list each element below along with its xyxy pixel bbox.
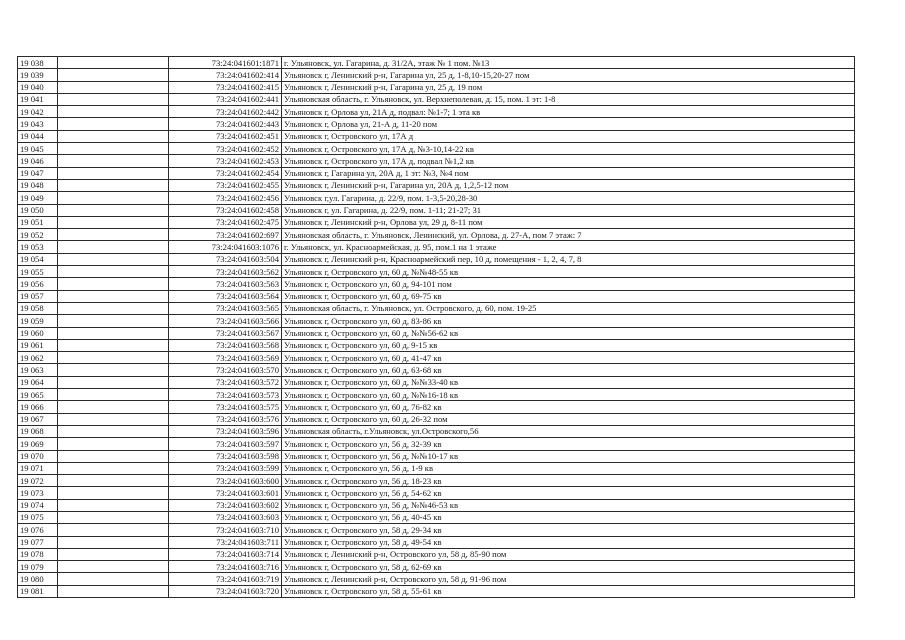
table-row	[18, 352, 855, 364]
empty-cell	[58, 561, 169, 573]
address-cell: Ульяновск г, Орлова ул, 21А д, подвал: №1-7; 1 эта кв	[282, 106, 855, 118]
row-number-cell: 19 062	[18, 352, 58, 364]
empty-cell	[58, 118, 169, 130]
table-row	[18, 376, 855, 388]
empty-cell	[58, 241, 169, 253]
empty-cell	[58, 266, 169, 278]
table-row	[18, 241, 855, 253]
address-cell: Ульяновск г, Островского ул, 56 д, 40-45 кв	[282, 511, 855, 523]
row-number-cell: 19 077	[18, 536, 58, 548]
address-cell: Ульяновск г, Островского ул, 58 д, 55-61 кв	[282, 585, 855, 597]
row-number-cell: 19 061	[18, 339, 58, 351]
row-number-cell: 19 053	[18, 241, 58, 253]
row-number-cell: 19 059	[18, 315, 58, 327]
cadastral-number-cell: 73:24:041603:710	[169, 524, 282, 536]
table-row	[18, 413, 855, 425]
cadastral-number-cell: 73:24:041603:601	[169, 487, 282, 499]
address-cell: Ульяновск г, Островского ул, 60 д, 69-75 кв	[282, 290, 855, 302]
cadastral-number-cell: 73:24:041603:565	[169, 302, 282, 314]
empty-cell	[58, 548, 169, 560]
cadastral-number-cell: 73:24:041602:454	[169, 167, 282, 179]
row-number-cell: 19 058	[18, 302, 58, 314]
cadastral-number-cell: 73:24:041601:1871	[169, 57, 282, 69]
row-number-cell: 19 047	[18, 167, 58, 179]
cadastral-number-cell: 73:24:041603:603	[169, 511, 282, 523]
address-cell: Ульяновск г, Островского ул, 60 д, 76-82 кв	[282, 401, 855, 413]
empty-cell	[58, 376, 169, 388]
address-cell: г. Ульяновск, ул. Красноармейская, д. 95, пом.1 на 1 этаже	[282, 241, 855, 253]
row-number-cell: 19 067	[18, 413, 58, 425]
cadastral-number-cell: 73:24:041602:475	[169, 216, 282, 228]
cadastral-number-cell: 73:24:041602:415	[169, 81, 282, 93]
empty-cell	[58, 536, 169, 548]
empty-cell	[58, 339, 169, 351]
empty-cell	[58, 585, 169, 597]
empty-cell	[58, 179, 169, 191]
cadastral-number-cell: 73:24:041602:453	[169, 155, 282, 167]
empty-cell	[58, 130, 169, 142]
row-number-cell: 19 043	[18, 118, 58, 130]
row-number-cell: 19 072	[18, 475, 58, 487]
address-cell: г. Ульяновск, ул. Гагарина, д. 31/2А, этаж № 1 пом. №13	[282, 57, 855, 69]
cadastral-number-cell: 73:24:041603:575	[169, 401, 282, 413]
empty-cell	[58, 93, 169, 105]
table-row	[18, 450, 855, 462]
address-cell: Ульяновск г, Гагарина ул, 20А д, 1 эт: №3, №4 пом	[282, 167, 855, 179]
address-cell: Ульяновск г, Островского ул, 56 д, 18-23 кв	[282, 475, 855, 487]
table-row	[18, 93, 855, 105]
cadastral-number-cell: 73:24:041603:576	[169, 413, 282, 425]
empty-cell	[58, 438, 169, 450]
empty-cell	[58, 524, 169, 536]
cadastral-number-cell: 73:24:041603:600	[169, 475, 282, 487]
cadastral-number-cell: 73:24:041602:443	[169, 118, 282, 130]
cadastral-number-cell: 73:24:041603:564	[169, 290, 282, 302]
table-row	[18, 339, 855, 351]
empty-cell	[58, 352, 169, 364]
address-cell: Ульяновск г, Островского ул, 60 д, №№33-40 кв	[282, 376, 855, 388]
table-row	[18, 315, 855, 327]
table-row	[18, 106, 855, 118]
row-number-cell: 19 042	[18, 106, 58, 118]
row-number-cell: 19 051	[18, 216, 58, 228]
row-number-cell: 19 046	[18, 155, 58, 167]
row-number-cell: 19 078	[18, 548, 58, 560]
address-cell: Ульяновск г, Ленинский р-н, Гагарина ул, 25 д, 1-8,10-15,20-27 пом	[282, 69, 855, 81]
table-row	[18, 229, 855, 241]
row-number-cell: 19 076	[18, 524, 58, 536]
address-cell: Ульяновск г, Ленинский р-н, Орлова ул, 29 д, 8-11 пом	[282, 216, 855, 228]
empty-cell	[58, 204, 169, 216]
table-row	[18, 204, 855, 216]
cadastral-number-cell: 73:24:041603:596	[169, 425, 282, 437]
table-row	[18, 499, 855, 511]
address-cell: Ульяновская область, г. Ульяновск, Ленинский, ул. Орлова, д. 27-А, пом 7 этаж: 7	[282, 229, 855, 241]
table-row	[18, 266, 855, 278]
empty-cell	[58, 364, 169, 376]
empty-cell	[58, 389, 169, 401]
table-row	[18, 302, 855, 314]
empty-cell	[58, 327, 169, 339]
empty-cell	[58, 487, 169, 499]
row-number-cell: 19 054	[18, 253, 58, 265]
table-row	[18, 401, 855, 413]
table-row	[18, 278, 855, 290]
registry-body	[18, 57, 855, 598]
cadastral-number-cell: 73:24:041603:566	[169, 315, 282, 327]
cadastral-number-cell: 73:24:041603:570	[169, 364, 282, 376]
address-cell: Ульяновская область, г.Ульяновск, ул.Островского,56	[282, 425, 855, 437]
address-cell: Ульяновск г, Островского ул, 60 д, 9-15 кв	[282, 339, 855, 351]
cadastral-number-cell: 73:24:041603:1076	[169, 241, 282, 253]
cadastral-number-cell: 73:24:041603:568	[169, 339, 282, 351]
row-number-cell: 19 074	[18, 499, 58, 511]
table-row	[18, 561, 855, 573]
row-number-cell: 19 039	[18, 69, 58, 81]
cadastral-number-cell: 73:24:041603:599	[169, 462, 282, 474]
table-row	[18, 524, 855, 536]
cadastral-number-cell: 73:24:041603:602	[169, 499, 282, 511]
row-number-cell: 19 045	[18, 143, 58, 155]
table-row	[18, 290, 855, 302]
address-cell: Ульяновск г, Ленинский р-н, Гагарина ул, 25 д, 19 пом	[282, 81, 855, 93]
table-row	[18, 511, 855, 523]
row-number-cell: 19 044	[18, 130, 58, 142]
address-cell: Ульяновск г, Ленинский р-н, Гагарина ул, 20А д, 1,2,5-12 пом	[282, 179, 855, 191]
empty-cell	[58, 69, 169, 81]
row-number-cell: 19 064	[18, 376, 58, 388]
address-cell: Ульяновск г, Островского ул, 58 д, 29-34 кв	[282, 524, 855, 536]
table-row	[18, 192, 855, 204]
table-row	[18, 548, 855, 560]
address-cell: Ульяновск г, Ленинский р-н, Красноармейский пер, 10 д, помещения - 1, 2, 4, 7, 8	[282, 253, 855, 265]
cadastral-number-cell: 73:24:041603:711	[169, 536, 282, 548]
table-row	[18, 389, 855, 401]
table-row	[18, 216, 855, 228]
row-number-cell: 19 068	[18, 425, 58, 437]
empty-cell	[58, 253, 169, 265]
table-row	[18, 536, 855, 548]
row-number-cell: 19 041	[18, 93, 58, 105]
empty-cell	[58, 475, 169, 487]
cadastral-number-cell: 73:24:041603:573	[169, 389, 282, 401]
cadastral-number-cell: 73:24:041602:442	[169, 106, 282, 118]
table-row	[18, 57, 855, 69]
row-number-cell: 19 057	[18, 290, 58, 302]
table-row	[18, 118, 855, 130]
address-cell: Ульяновская область, г. Ульяновск, ул. Верхнеполевая, д. 15, пом. 1 эт: 1-8	[282, 93, 855, 105]
table-row	[18, 143, 855, 155]
row-number-cell: 19 060	[18, 327, 58, 339]
cadastral-number-cell: 73:24:041603:597	[169, 438, 282, 450]
address-cell: Ульяновск г, Островского ул, 56 д, №№46-53 кв	[282, 499, 855, 511]
empty-cell	[58, 106, 169, 118]
row-number-cell: 19 080	[18, 573, 58, 585]
empty-cell	[58, 278, 169, 290]
cadastral-number-cell: 73:24:041603:563	[169, 278, 282, 290]
table-row	[18, 462, 855, 474]
address-cell: Ульяновск г, Островского ул, 60 д, 41-47 кв	[282, 352, 855, 364]
table-row	[18, 425, 855, 437]
address-cell: Ульяновск г, Островского ул, 60 д, №№56-62 кв	[282, 327, 855, 339]
empty-cell	[58, 573, 169, 585]
empty-cell	[58, 499, 169, 511]
cadastral-number-cell: 73:24:041602:452	[169, 143, 282, 155]
address-cell: Ульяновск г, ул. Гагарина, д. 22/9, пом. 1-11; 21-27; 31	[282, 204, 855, 216]
cadastral-number-cell: 73:24:041603:598	[169, 450, 282, 462]
table-row	[18, 585, 855, 597]
cadastral-number-cell: 73:24:041602:451	[169, 130, 282, 142]
row-number-cell: 19 073	[18, 487, 58, 499]
empty-cell	[58, 57, 169, 69]
table-row	[18, 253, 855, 265]
empty-cell	[58, 290, 169, 302]
empty-cell	[58, 413, 169, 425]
table-row	[18, 167, 855, 179]
row-number-cell: 19 065	[18, 389, 58, 401]
table-row	[18, 69, 855, 81]
row-number-cell: 19 075	[18, 511, 58, 523]
row-number-cell: 19 048	[18, 179, 58, 191]
row-number-cell: 19 049	[18, 192, 58, 204]
cadastral-number-cell: 73:24:041602:441	[169, 93, 282, 105]
row-number-cell: 19 038	[18, 57, 58, 69]
row-number-cell: 19 055	[18, 266, 58, 278]
empty-cell	[58, 229, 169, 241]
row-number-cell: 19 066	[18, 401, 58, 413]
table-row	[18, 487, 855, 499]
cadastral-number-cell: 73:24:041603:714	[169, 548, 282, 560]
table-row	[18, 475, 855, 487]
cadastral-number-cell: 73:24:041603:569	[169, 352, 282, 364]
empty-cell	[58, 155, 169, 167]
empty-cell	[58, 216, 169, 228]
row-number-cell: 19 081	[18, 585, 58, 597]
cadastral-number-cell: 73:24:041602:458	[169, 204, 282, 216]
address-cell: Ульяновск г,ул. Гагарина, д. 22/9, пом. 1-3,5-20,28-30	[282, 192, 855, 204]
empty-cell	[58, 192, 169, 204]
address-cell: Ульяновск г, Островского ул, 58 д, 49-54 кв	[282, 536, 855, 548]
address-cell: Ульяновск г, Островского ул, 17А д, №3-10,14-22 кв	[282, 143, 855, 155]
cadastral-number-cell: 73:24:041603:719	[169, 573, 282, 585]
row-number-cell: 19 056	[18, 278, 58, 290]
address-cell: Ульяновск г, Островского ул, 60 д, 26-32 пом	[282, 413, 855, 425]
empty-cell	[58, 302, 169, 314]
cadastral-number-cell: 73:24:041602:414	[169, 69, 282, 81]
address-cell: Ульяновск г, Островского ул, 17А д, подвал №1,2 кв	[282, 155, 855, 167]
address-cell: Ульяновск г, Островского ул, 60 д, 83-86 кв	[282, 315, 855, 327]
table-row	[18, 155, 855, 167]
table-row	[18, 438, 855, 450]
row-number-cell: 19 070	[18, 450, 58, 462]
empty-cell	[58, 143, 169, 155]
address-cell: Ульяновск г, Островского ул, 60 д, №№16-18 кв	[282, 389, 855, 401]
row-number-cell: 19 069	[18, 438, 58, 450]
address-cell: Ульяновск г, Ленинский р-н, Островского ул, 58 д, 85-90 пом	[282, 548, 855, 560]
address-cell: Ульяновск г, Островского ул, 56 д, 1-9 кв	[282, 462, 855, 474]
address-cell: Ульяновск г, Островского ул, 56 д, 54-62 кв	[282, 487, 855, 499]
address-cell: Ульяновск г, Островского ул, 56 д, 32-39 кв	[282, 438, 855, 450]
cadastral-number-cell: 73:24:041602:456	[169, 192, 282, 204]
table-row	[18, 364, 855, 376]
row-number-cell: 19 071	[18, 462, 58, 474]
row-number-cell: 19 040	[18, 81, 58, 93]
table-row	[18, 81, 855, 93]
cadastral-number-cell: 73:24:041603:567	[169, 327, 282, 339]
address-cell: Ульяновск г, Островского ул, 58 д, 62-69 кв	[282, 561, 855, 573]
empty-cell	[58, 511, 169, 523]
empty-cell	[58, 425, 169, 437]
address-cell: Ульяновск г, Островского ул, 60 д, №№48-55 кв	[282, 266, 855, 278]
address-cell: Ульяновск г, Островского ул, 60 д, 63-68 кв	[282, 364, 855, 376]
address-cell: Ульяновск г, Островского ул, 17А д	[282, 130, 855, 142]
table-row	[18, 179, 855, 191]
empty-cell	[58, 450, 169, 462]
cadastral-number-cell: 73:24:041602:455	[169, 179, 282, 191]
cadastral-number-cell: 73:24:041603:720	[169, 585, 282, 597]
empty-cell	[58, 315, 169, 327]
row-number-cell: 19 079	[18, 561, 58, 573]
table-row	[18, 130, 855, 142]
property-registry-table	[17, 56, 855, 598]
table-row	[18, 327, 855, 339]
table-row	[18, 573, 855, 585]
address-cell: Ульяновск г, Островского ул, 60 д, 94-101 пом	[282, 278, 855, 290]
empty-cell	[58, 81, 169, 93]
cadastral-number-cell: 73:24:041602:697	[169, 229, 282, 241]
address-cell: Ульяновск г, Ленинский р-н, Островского ул, 58 д, 91-96 пом	[282, 573, 855, 585]
cadastral-number-cell: 73:24:041603:562	[169, 266, 282, 278]
cadastral-number-cell: 73:24:041603:504	[169, 253, 282, 265]
row-number-cell: 19 063	[18, 364, 58, 376]
empty-cell	[58, 401, 169, 413]
empty-cell	[58, 167, 169, 179]
row-number-cell: 19 052	[18, 229, 58, 241]
cadastral-number-cell: 73:24:041603:716	[169, 561, 282, 573]
row-number-cell: 19 050	[18, 204, 58, 216]
address-cell: Ульяновская область, г. Ульяновск, ул. Островского, д. 60, пом. 19-25	[282, 302, 855, 314]
address-cell: Ульяновск г, Орлова ул, 21-А д, 11-20 пом	[282, 118, 855, 130]
cadastral-number-cell: 73:24:041603:572	[169, 376, 282, 388]
address-cell: Ульяновск г, Островского ул, 56 д, №№10-17 кв	[282, 450, 855, 462]
empty-cell	[58, 462, 169, 474]
